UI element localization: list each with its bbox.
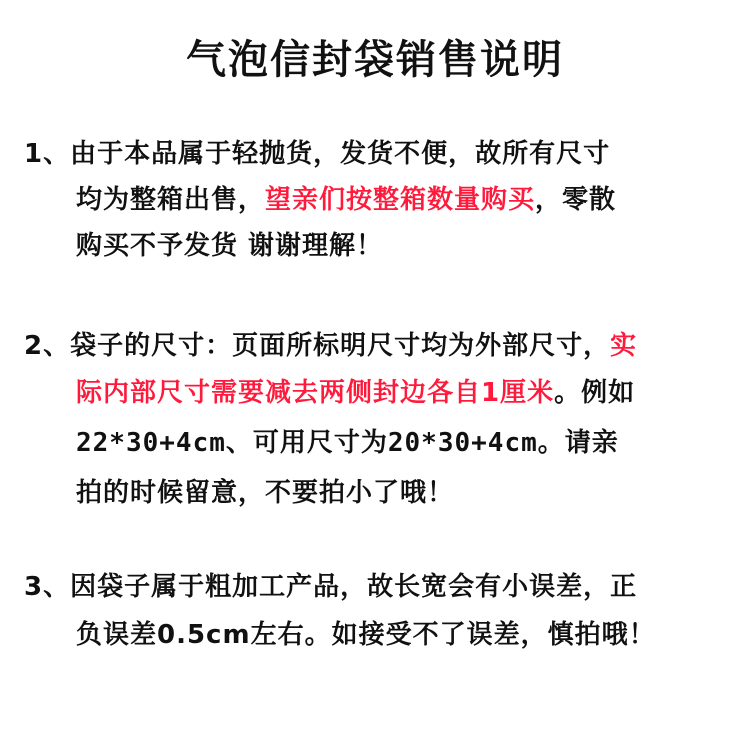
section-1-highlight: 望亲们按整箱数量购买 bbox=[265, 185, 536, 215]
section-3-line-2: 负误差0.5cm左右。如接受不了误差，慎拍哦！ bbox=[76, 620, 656, 650]
section-3-line-1: 3、因袋子属于粗加工产品，故长宽会有小误差，正 bbox=[24, 572, 638, 602]
section-2-line-4: 拍的时候留意，不要拍小了哦！ bbox=[76, 478, 455, 508]
section-1-line-2-prefix: 均为整箱出售， bbox=[76, 185, 266, 215]
section-2-highlight: 际内部尺寸需要减去两侧封边各自1厘米 bbox=[76, 378, 555, 408]
page-title: 气泡信封袋销售说明 bbox=[186, 37, 564, 83]
section-1-line-2 bbox=[76, 180, 616, 220]
section-2-line-1-prefix: 2、袋子的尺寸：页面所标明尺寸均为外部尺寸， bbox=[24, 331, 611, 361]
section-2-line-1 bbox=[24, 326, 637, 366]
section-2-line-2 bbox=[76, 373, 635, 413]
section-1-line-2-suffix: ，零散 bbox=[535, 185, 617, 215]
section-2-highlight-start: 实 bbox=[610, 331, 638, 361]
section-2-line-2-suffix: 。例如 bbox=[554, 378, 636, 408]
section-1-line-3: 购买不予发货 谢谢理解！ bbox=[76, 231, 384, 261]
section-1-line-1: 1、由于本品属于轻抛货，发货不便，故所有尺寸 bbox=[24, 139, 611, 169]
section-2-line-3: 22*30+4cm、可用尺寸为20*30+4cm。请亲 bbox=[76, 428, 619, 458]
